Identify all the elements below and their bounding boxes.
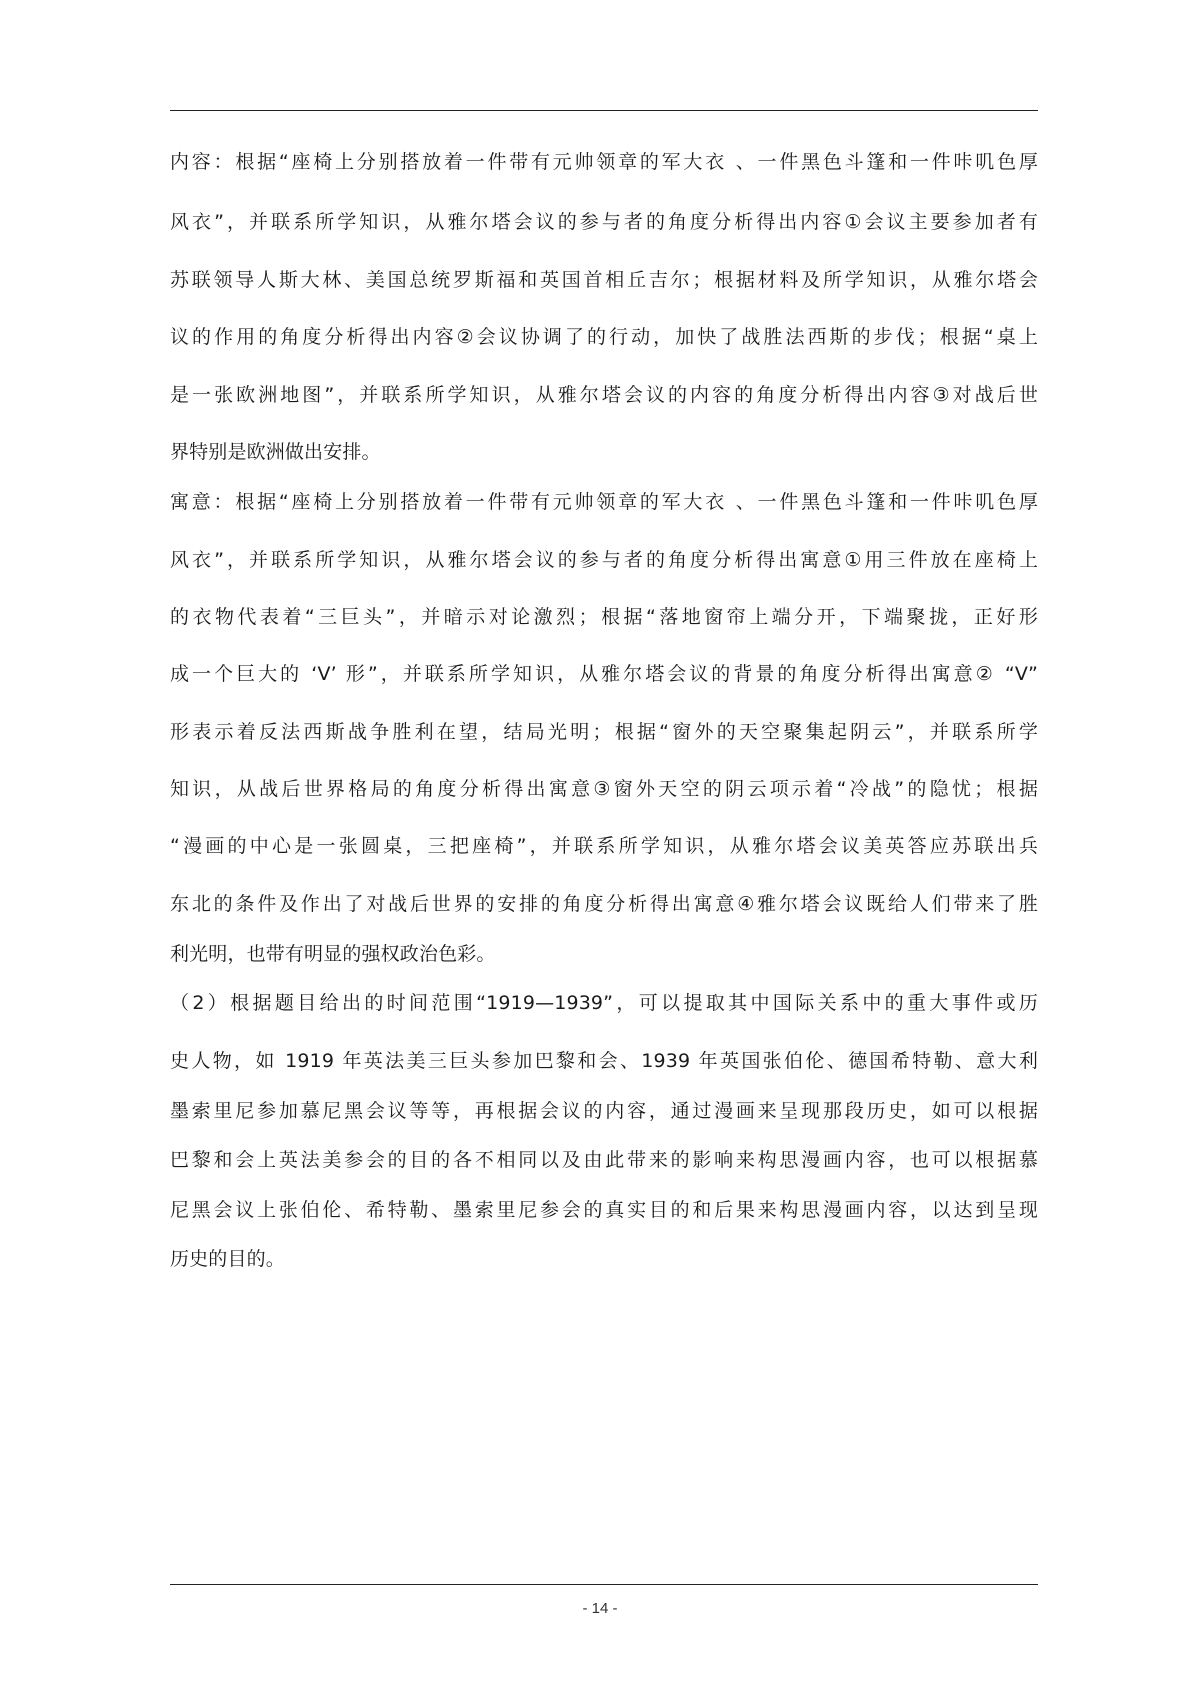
paragraph-line: （2）根据题目给出的时间范围“1919—1939”，可以提取其中国际关系中的重大事件或历 [170,992,1038,1014]
paragraph-line: 议的作用的角度分析得出内容②会议协调了的行动，加快了战胜法西斯的步伐；根据“桌上 [170,326,1038,348]
paragraph-line: 是一张欧洲地图”，并联系所学知识，从雅尔塔会议的内容的角度分析得出内容③对战后世 [170,384,1038,406]
paragraph-line: 东北的条件及作出了对战后世界的安排的角度分析得出寓意④雅尔塔会议既给人们带来了胜 [170,893,1038,915]
paragraph-line: 寓意：根据“座椅上分别搭放着一件带有元帅领章的军大衣 、一件黑色斗篷和一件咔叽色厚 [170,491,1038,513]
paragraph-line: 知识，从战后世界格局的角度分析得出寓意③窗外天空的阴云项示着“冷战”的隐忧；根据 [170,778,1038,800]
paragraph-line: 历史的目的。 [170,1248,285,1270]
paragraph-line: “漫画的中心是一张圆桌，三把座椅”，并联系所学知识，从雅尔塔会议美英答应苏联出兵 [170,835,1038,857]
paragraph-line: 界特别是欧洲做出安排。 [170,441,381,463]
paragraph-line: 尼黑会议上张伯伦、希特勒、墨索里尼参会的真实目的和后果来构思漫画内容，以达到呈现 [170,1199,1038,1221]
paragraph-line: 形表示着反法西斯战争胜利在望，结局光明；根据“窗外的天空聚集起阴云”，并联系所学 [170,721,1038,743]
paragraph-line: 利光明，也带有明显的强权政治色彩。 [170,943,496,965]
paragraph-line: 成一个巨大的 ‘V’ 形”，并联系所学知识，从雅尔塔会议的背景的角度分析得出寓意② “V” [170,663,1038,685]
paragraph-line: 墨索里尼参加慕尼黑会议等等，再根据会议的内容，通过漫画来呈现那段历史，如可以根据 [170,1100,1038,1122]
paragraph-line: 史人物，如 1919 年英法美三巨头参加巴黎和会、1939 年英国张伯伦、德国希特勒、意大利 [170,1050,1038,1072]
paragraph-line: 巴黎和会上英法美参会的目的各不相同以及由此带来的影响来构思漫画内容，也可以根据慕 [170,1149,1038,1171]
paragraph-line: 的衣物代表着“三巨头”，并暗示对论激烈；根据“落地窗帘上端分开，下端聚拢，正好形 [170,606,1038,628]
paragraph-line: 风衣”，并联系所学知识，从雅尔塔会议的参与者的角度分析得出寓意①用三件放在座椅上 [170,549,1038,571]
paragraph-line: 苏联领导人斯大林、美国总统罗斯福和英国首相丘吉尔；根据材料及所学知识，从雅尔塔会 [170,269,1038,291]
paragraph-line: 风衣”，并联系所学知识，从雅尔塔会议的参与者的角度分析得出内容①会议主要参加者有 [170,211,1038,233]
footer-rule [170,1584,1038,1585]
header-rule [170,110,1038,111]
paragraph-line: 内容：根据“座椅上分别搭放着一件带有元帅领章的军大衣 、一件黑色斗篷和一件咔叽色厚 [170,151,1038,173]
page-number: - 14 - [582,1600,618,1617]
